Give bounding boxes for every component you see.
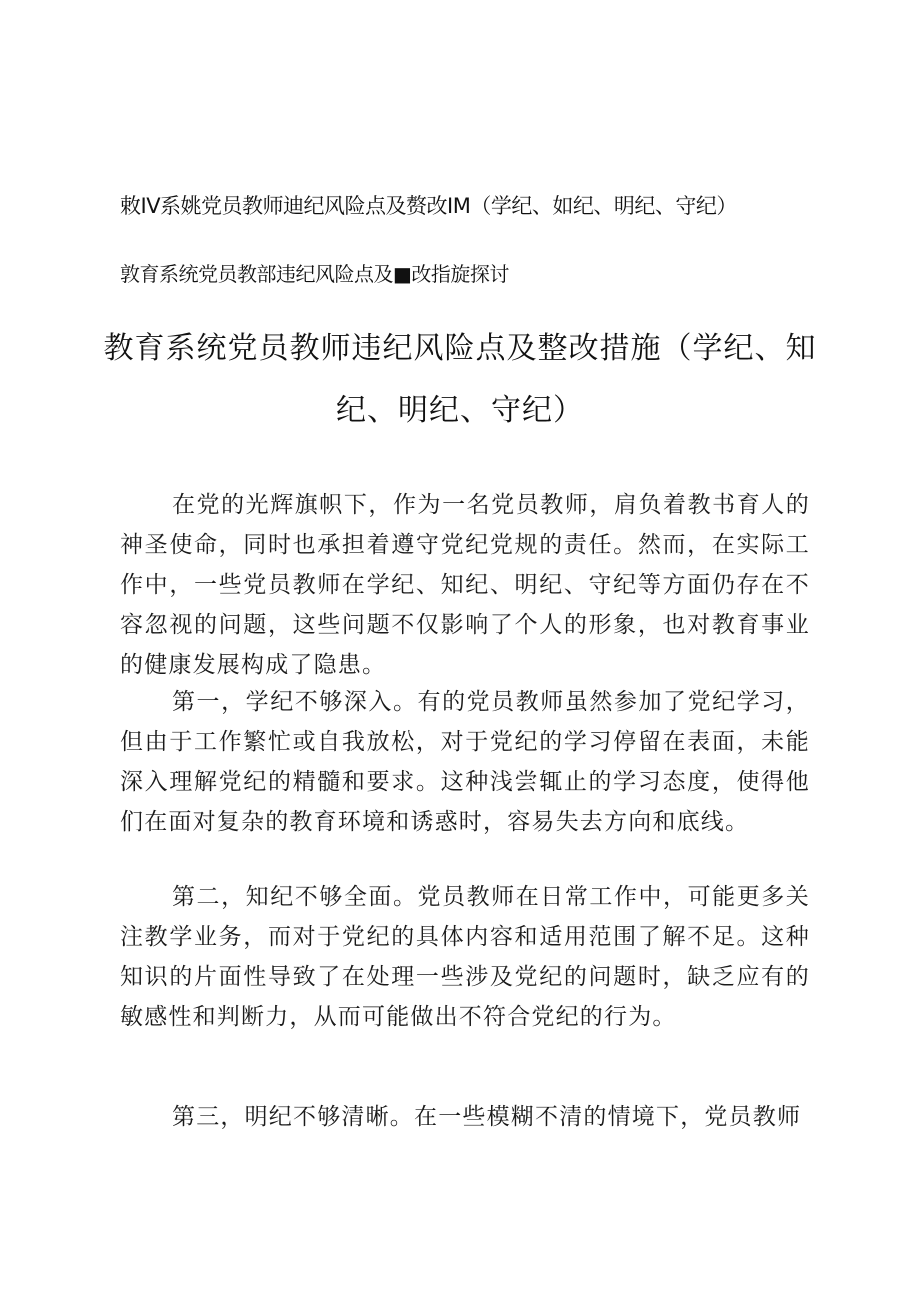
paragraph-second-point: 第二，知纪不够全面。党员教师在日常工作中，可能更多关注教学业务，而对于党纪的具体内容和适用范围了解不足。这种知识的片面性导致了在处理一些涉及党纪的问题时，缺乏应有的敏感性和判断力，从而可能做出不符合党纪的行为。 bbox=[120, 884, 810, 1030]
paragraph-third-point: 第三，明纪不够清晰。在一些模糊不清的情境下，党员教师 bbox=[172, 1104, 802, 1130]
garbled-header-line-1: 敕IV系姚党员教师迪纪风险点及赘改IM（学纪、如纪、明纪、守纪） bbox=[120, 194, 737, 218]
paragraph-intro: 在党的光辉旗帜下，作为一名党员教师，肩负着教书育人的神圣使命，同时也承担着遵守党纪党规的责任。然而，在实际工作中，一些党员教师在学纪、知纪、明纪、守纪等方面仍存在不容忽视的问题，这些问题不仅影响了个人的形象，也对教育事业的健康发展构成了隐患。 bbox=[120, 492, 810, 678]
garbled-header-line-2: 敦育系统党员教部违纪风险点及■改指旋探讨 bbox=[120, 262, 509, 286]
paragraph-first-point: 第一，学纪不够深入。有的党员教师虽然参加了党纪学习，但由于工作繁忙或自我放松，对于党纪的学习停留在表面，未能深入理解党纪的精髓和要求。这种浅尝辄止的学习态度，使得他们在面对复杂的教育环境和诱惑时，容易失去方向和底线。 bbox=[120, 689, 810, 835]
document-title: 教育系统党员教师违纪风险点及整改措施（学纪、知纪、明纪、守纪） bbox=[103, 331, 817, 428]
